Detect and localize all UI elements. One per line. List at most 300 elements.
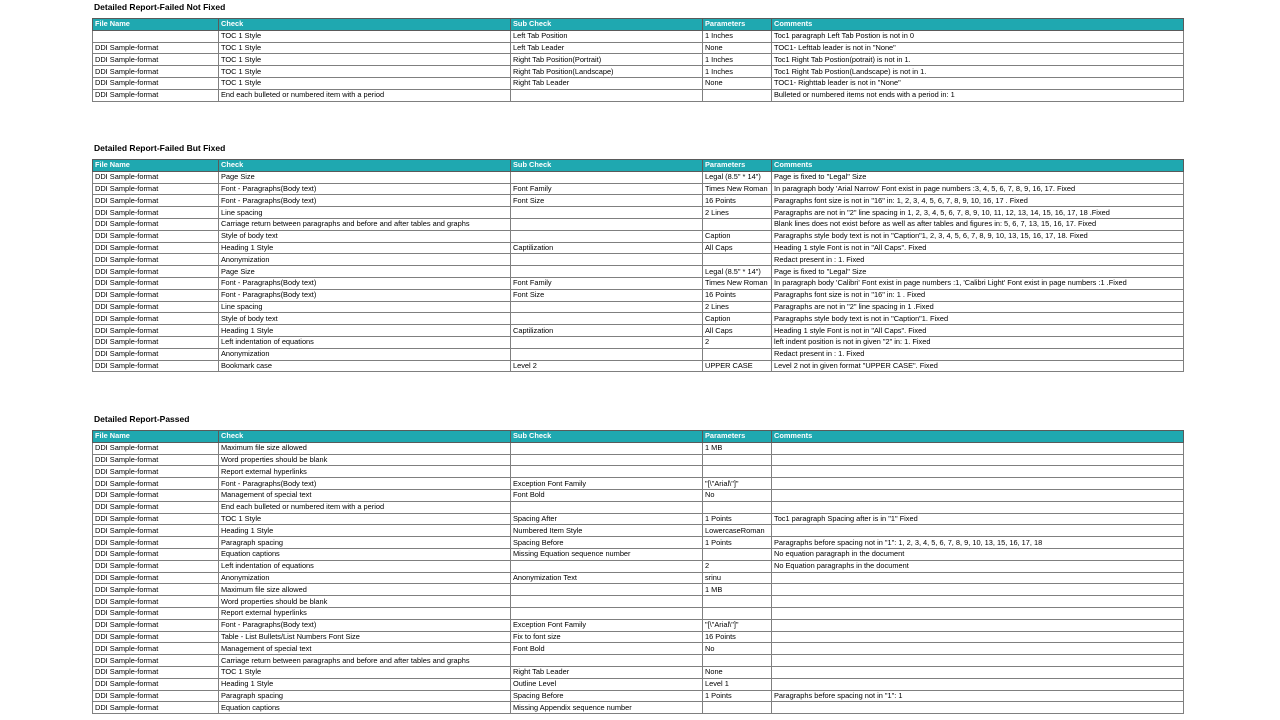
file-name-cell: DDI Sample-format (93, 313, 219, 325)
table-row (93, 195, 1184, 207)
parameters-cell: Level 1 (703, 678, 772, 690)
parameters-cell (703, 348, 772, 360)
comments-cell: Bulleted or numbered items not ends with a period in: 1 (772, 89, 1184, 101)
col-header-sub-check: Sub Check (511, 431, 703, 443)
file-name-cell: DDI Sample-format (93, 690, 219, 702)
file-name-cell: DDI Sample-format (93, 607, 219, 619)
check-cell: Equation captions (219, 702, 511, 714)
section-title: Detailed Report-Passed (94, 414, 190, 424)
check-cell: Heading 1 Style (219, 242, 511, 254)
parameters-cell: Legal (8.5" * 14") (703, 266, 772, 278)
parameters-cell (703, 466, 772, 478)
parameters-cell: 1 MB (703, 442, 772, 454)
sub-check-cell: Outline Level (511, 678, 703, 690)
sub-check-cell (511, 348, 703, 360)
comments-cell (772, 619, 1184, 631)
comments-cell: Toc1 Right Tab Postion(Landscape) is not in 1. (772, 66, 1184, 78)
header-row (93, 431, 1184, 443)
parameters-cell: 1 Inches (703, 66, 772, 78)
comments-cell: Paragraphs before spacing not in "1": 1, 2, 3, 4, 5, 6, 7, 8, 9, 10, 13, 15, 16, 17, 18 (772, 537, 1184, 549)
failed-not-fixed-section (92, 0, 1183, 102)
table-row (93, 619, 1184, 631)
comments-cell (772, 702, 1184, 714)
check-cell: Report external hyperlinks (219, 466, 511, 478)
comments-cell (772, 584, 1184, 596)
sub-check-cell (511, 560, 703, 572)
col-header-file-name: File Name (93, 431, 219, 443)
col-header-sub-check: Sub Check (511, 19, 703, 31)
passed-table (92, 430, 1184, 714)
comments-cell: Toc1 Right Tab Postion(potrait) is not in 1. (772, 54, 1184, 66)
check-cell: Page Size (219, 171, 511, 183)
sub-check-cell: Missing Appendix sequence number (511, 702, 703, 714)
table-row (93, 631, 1184, 643)
file-name-cell: DDI Sample-format (93, 702, 219, 714)
check-cell: Line spacing (219, 207, 511, 219)
check-cell: Management of special text (219, 489, 511, 501)
check-cell: Paragraph spacing (219, 690, 511, 702)
parameters-cell: Times New Roman (703, 183, 772, 195)
sub-check-cell (511, 254, 703, 266)
sub-check-cell: Left Tab Leader (511, 42, 703, 54)
check-cell: Style of body text (219, 230, 511, 242)
sub-check-cell (511, 230, 703, 242)
sub-check-cell: Level 2 (511, 360, 703, 372)
file-name-cell: DDI Sample-format (93, 301, 219, 313)
table-row (93, 360, 1184, 372)
file-name-cell: DDI Sample-format (93, 655, 219, 667)
table-row (93, 277, 1184, 289)
sub-check-cell: Captilization (511, 242, 703, 254)
check-cell: Anonymization (219, 572, 511, 584)
table-row (93, 207, 1184, 219)
parameters-cell (703, 548, 772, 560)
comments-cell: Heading 1 style Font is not in "All Caps". Fixed (772, 325, 1184, 337)
sub-check-cell (511, 466, 703, 478)
sub-check-cell (511, 454, 703, 466)
sub-check-cell: Font Family (511, 183, 703, 195)
sub-check-cell: Right Tab Position(Portrait) (511, 54, 703, 66)
parameters-cell: "[\"Arial\"]" (703, 619, 772, 631)
file-name-cell: DDI Sample-format (93, 218, 219, 230)
parameters-cell: 16 Points (703, 289, 772, 301)
file-name-cell: DDI Sample-format (93, 537, 219, 549)
sub-check-cell: Spacing After (511, 513, 703, 525)
sub-check-cell: Right Tab Leader (511, 666, 703, 678)
sub-check-cell (511, 442, 703, 454)
sub-check-cell (511, 336, 703, 348)
sub-check-cell (511, 218, 703, 230)
file-name-cell: DDI Sample-format (93, 360, 219, 372)
check-cell: Font - Paragraphs(Body text) (219, 289, 511, 301)
comments-cell: No equation paragraph in the document (772, 548, 1184, 560)
parameters-cell (703, 89, 772, 101)
sub-check-cell: Font Size (511, 289, 703, 301)
comments-cell: Paragraphs style body text is not in "Caption"1. Fixed (772, 313, 1184, 325)
sub-check-cell: Exception Font Family (511, 478, 703, 490)
parameters-cell: All Caps (703, 325, 772, 337)
parameters-cell: LowercaseRoman (703, 525, 772, 537)
sub-check-cell (511, 596, 703, 608)
table-row (93, 89, 1184, 101)
file-name-cell: DDI Sample-format (93, 454, 219, 466)
comments-cell: Paragraphs style body text is not in "Caption"1, 2, 3, 4, 5, 6, 7, 8, 9, 10, 13, 15, 16, 17, 18. Fixed (772, 230, 1184, 242)
file-name-cell: DDI Sample-format (93, 254, 219, 266)
comments-cell: Toc1 paragraph Left Tab Postion is not in 0 (772, 30, 1184, 42)
comments-cell (772, 643, 1184, 655)
sub-check-cell: Font Bold (511, 643, 703, 655)
comments-cell (772, 454, 1184, 466)
comments-cell: Redact present in : 1. Fixed (772, 254, 1184, 266)
file-name-cell: DDI Sample-format (93, 230, 219, 242)
parameters-cell (703, 501, 772, 513)
failed-but-fixed-table (92, 159, 1184, 372)
file-name-cell: DDI Sample-format (93, 336, 219, 348)
sub-check-cell (511, 266, 703, 278)
failed-not-fixed-table (92, 18, 1184, 102)
check-cell: TOC 1 Style (219, 77, 511, 89)
failed-but-fixed-section (92, 141, 1183, 372)
comments-cell (772, 489, 1184, 501)
file-name-cell: DDI Sample-format (93, 77, 219, 89)
comments-cell: Paragraphs font size is not in "16" in: 1, 2, 3, 4, 5, 6, 7, 8, 9, 10, 16, 17 . Fixed (772, 195, 1184, 207)
file-name-cell: DDI Sample-format (93, 66, 219, 78)
sub-check-cell: Spacing Before (511, 690, 703, 702)
comments-cell (772, 525, 1184, 537)
check-cell: TOC 1 Style (219, 42, 511, 54)
table-row (93, 242, 1184, 254)
table-row (93, 325, 1184, 337)
check-cell: TOC 1 Style (219, 30, 511, 42)
table-row (93, 513, 1184, 525)
parameters-cell (703, 655, 772, 667)
parameters-cell: 2 (703, 336, 772, 348)
file-name-cell: DDI Sample-format (93, 572, 219, 584)
parameters-cell: srinu (703, 572, 772, 584)
parameters-cell: 1 Points (703, 537, 772, 549)
file-name-cell: DDI Sample-format (93, 631, 219, 643)
comments-cell: No Equation paragraphs in the document (772, 560, 1184, 572)
section-title: Detailed Report-Failed But Fixed (94, 143, 226, 153)
col-header-comments: Comments (772, 431, 1184, 443)
sub-check-cell: Missing Equation sequence number (511, 548, 703, 560)
table-row (93, 454, 1184, 466)
check-cell: Carriage return between paragraphs and before and after tables and graphs (219, 655, 511, 667)
parameters-cell (703, 607, 772, 619)
header-row (93, 19, 1184, 31)
table-row (93, 30, 1184, 42)
col-header-parameters: Parameters (703, 431, 772, 443)
sub-check-cell (511, 501, 703, 513)
check-cell: Maximum file size allowed (219, 442, 511, 454)
comments-cell: Toc1 paragraph Spacing after is in "1" Fixed (772, 513, 1184, 525)
comments-cell (772, 666, 1184, 678)
check-cell: Table - List Bullets/List Numbers Font Size (219, 631, 511, 643)
parameters-cell: 1 Points (703, 513, 772, 525)
file-name-cell: DDI Sample-format (93, 348, 219, 360)
parameters-cell: None (703, 42, 772, 54)
check-cell: Font - Paragraphs(Body text) (219, 619, 511, 631)
file-name-cell: DDI Sample-format (93, 42, 219, 54)
check-cell: Report external hyperlinks (219, 607, 511, 619)
comments-cell (772, 655, 1184, 667)
table-row (93, 466, 1184, 478)
section-title: Detailed Report-Failed Not Fixed (94, 2, 226, 12)
table-row (93, 254, 1184, 266)
file-name-cell: DDI Sample-format (93, 548, 219, 560)
sub-check-cell (511, 655, 703, 667)
table-row (93, 230, 1184, 242)
check-cell: Font - Paragraphs(Body text) (219, 183, 511, 195)
col-header-parameters: Parameters (703, 19, 772, 31)
comments-cell: Redact present in : 1. Fixed (772, 348, 1184, 360)
check-cell: Word properties should be blank (219, 596, 511, 608)
table-row (93, 702, 1184, 714)
file-name-cell: DDI Sample-format (93, 54, 219, 66)
comments-cell: TOC1- Righttab leader is not in "None" (772, 77, 1184, 89)
check-cell: Heading 1 Style (219, 325, 511, 337)
table-row (93, 678, 1184, 690)
file-name-cell: DDI Sample-format (93, 325, 219, 337)
table-row (93, 525, 1184, 537)
col-header-file-name: File Name (93, 19, 219, 31)
comments-cell: TOC1- Lefttab leader is not in "None" (772, 42, 1184, 54)
col-header-check: Check (219, 160, 511, 172)
check-cell: Page Size (219, 266, 511, 278)
check-cell: Paragraph spacing (219, 537, 511, 549)
table-row (93, 478, 1184, 490)
comments-cell (772, 607, 1184, 619)
col-header-comments: Comments (772, 19, 1184, 31)
table-row (93, 643, 1184, 655)
file-name-cell: DDI Sample-format (93, 183, 219, 195)
parameters-cell: 1 Inches (703, 54, 772, 66)
comments-cell: left indent position is not in given "2" in: 1. Fixed (772, 336, 1184, 348)
sub-check-cell (511, 584, 703, 596)
parameters-cell: "[\"Arial\"]" (703, 478, 772, 490)
table-row (93, 66, 1184, 78)
col-header-check: Check (219, 19, 511, 31)
parameters-cell: Times New Roman (703, 277, 772, 289)
comments-cell: Page is fixed to "Legal" Size (772, 171, 1184, 183)
parameters-cell: 2 Lines (703, 301, 772, 313)
comments-cell (772, 678, 1184, 690)
table-row (93, 537, 1184, 549)
file-name-cell: DDI Sample-format (93, 207, 219, 219)
parameters-cell: 2 (703, 560, 772, 572)
check-cell: TOC 1 Style (219, 54, 511, 66)
file-name-cell: DDI Sample-format (93, 489, 219, 501)
col-header-comments: Comments (772, 160, 1184, 172)
file-name-cell: DDI Sample-format (93, 289, 219, 301)
parameters-cell: 16 Points (703, 195, 772, 207)
parameters-cell: 2 Lines (703, 207, 772, 219)
comments-cell: Paragraphs font size is not in "16" in: 1 . Fixed (772, 289, 1184, 301)
file-name-cell: DDI Sample-format (93, 666, 219, 678)
table-row (93, 336, 1184, 348)
parameters-cell: None (703, 666, 772, 678)
file-name-cell: DDI Sample-format (93, 466, 219, 478)
parameters-cell: Caption (703, 230, 772, 242)
check-cell: TOC 1 Style (219, 666, 511, 678)
table-row (93, 560, 1184, 572)
file-name-cell: DDI Sample-format (93, 242, 219, 254)
table-row (93, 171, 1184, 183)
check-cell: Maximum file size allowed (219, 584, 511, 596)
col-header-sub-check: Sub Check (511, 160, 703, 172)
parameters-cell: Legal (8.5" * 14") (703, 171, 772, 183)
sub-check-cell (511, 207, 703, 219)
comments-cell (772, 478, 1184, 490)
table-row (93, 690, 1184, 702)
comments-cell (772, 596, 1184, 608)
sub-check-cell (511, 313, 703, 325)
header-row (93, 160, 1184, 172)
check-cell: Heading 1 Style (219, 678, 511, 690)
table-row (93, 596, 1184, 608)
parameters-cell: 16 Points (703, 631, 772, 643)
check-cell: End each bulleted or numbered item with a period (219, 501, 511, 513)
check-cell: Style of body text (219, 313, 511, 325)
table-row (93, 218, 1184, 230)
table-row (93, 183, 1184, 195)
check-cell: Equation captions (219, 548, 511, 560)
table-row (93, 313, 1184, 325)
sub-check-cell: Anonymization Text (511, 572, 703, 584)
parameters-cell: No (703, 643, 772, 655)
comments-cell (772, 466, 1184, 478)
table-row (93, 501, 1184, 513)
sub-check-cell: Font Family (511, 277, 703, 289)
comments-cell: In paragraph body 'Calibri' Font exist in page numbers :1, 'Calibri Light' Font exist in page numbers :1 .Fixed (772, 277, 1184, 289)
check-cell: Font - Paragraphs(Body text) (219, 195, 511, 207)
check-cell: Font - Paragraphs(Body text) (219, 478, 511, 490)
table-row (93, 655, 1184, 667)
sub-check-cell: Font Size (511, 195, 703, 207)
sub-check-cell: Font Bold (511, 489, 703, 501)
sub-check-cell (511, 171, 703, 183)
sub-check-cell (511, 89, 703, 101)
parameters-cell: Caption (703, 313, 772, 325)
table-row (93, 584, 1184, 596)
comments-cell: Heading 1 style Font is not in "All Caps". Fixed (772, 242, 1184, 254)
file-name-cell: DDI Sample-format (93, 89, 219, 101)
check-cell: End each bulleted or numbered item with a period (219, 89, 511, 101)
file-name-cell: DDI Sample-format (93, 171, 219, 183)
check-cell: Management of special text (219, 643, 511, 655)
file-name-cell: DDI Sample-format (93, 560, 219, 572)
sub-check-cell: Numbered Item Style (511, 525, 703, 537)
file-name-cell: DDI Sample-format (93, 266, 219, 278)
check-cell: Anonymization (219, 254, 511, 266)
parameters-cell: None (703, 77, 772, 89)
comments-cell: Paragraphs before spacing not in "1": 1 (772, 690, 1184, 702)
check-cell: Bookmark case (219, 360, 511, 372)
file-name-cell (93, 30, 219, 42)
table-row (93, 289, 1184, 301)
sub-check-cell: Right Tab Leader (511, 77, 703, 89)
file-name-cell: DDI Sample-format (93, 619, 219, 631)
parameters-cell: All Caps (703, 242, 772, 254)
check-cell: Anonymization (219, 348, 511, 360)
sub-check-cell: Captilization (511, 325, 703, 337)
table-row (93, 489, 1184, 501)
comments-cell (772, 442, 1184, 454)
comments-cell: In paragraph body 'Arial Narrow' Font exist in page numbers :3, 4, 5, 6, 7, 8, 9, 16, 17. Fixed (772, 183, 1184, 195)
table-row (93, 666, 1184, 678)
sub-check-cell (511, 607, 703, 619)
comments-cell: Level 2 not in given format "UPPER CASE". Fixed (772, 360, 1184, 372)
table-row (93, 348, 1184, 360)
comments-cell: Page is fixed to "Legal" Size (772, 266, 1184, 278)
file-name-cell: DDI Sample-format (93, 277, 219, 289)
comments-cell: Paragraphs are not in "2" line spacing in 1 .Fixed (772, 301, 1184, 313)
check-cell: Font - Paragraphs(Body text) (219, 277, 511, 289)
parameters-cell: 1 MB (703, 584, 772, 596)
file-name-cell: DDI Sample-format (93, 678, 219, 690)
table-row (93, 77, 1184, 89)
check-cell: Word properties should be blank (219, 454, 511, 466)
parameters-cell: 1 Points (703, 690, 772, 702)
table-row (93, 548, 1184, 560)
col-header-parameters: Parameters (703, 160, 772, 172)
comments-cell: Paragraphs are not in "2" line spacing in 1, 2, 3, 4, 5, 6, 7, 8, 9, 10, 11, 12, 13, 14, 15, 16, 17, 18 .Fixed (772, 207, 1184, 219)
parameters-cell (703, 702, 772, 714)
table-row (93, 54, 1184, 66)
sub-check-cell: Right Tab Position(Landscape) (511, 66, 703, 78)
file-name-cell: DDI Sample-format (93, 643, 219, 655)
col-header-file-name: File Name (93, 160, 219, 172)
passed-section (92, 412, 1183, 714)
check-cell: Line spacing (219, 301, 511, 313)
parameters-cell (703, 454, 772, 466)
file-name-cell: DDI Sample-format (93, 596, 219, 608)
parameters-cell (703, 218, 772, 230)
comments-cell (772, 631, 1184, 643)
table-row (93, 301, 1184, 313)
parameters-cell (703, 596, 772, 608)
check-cell: Left indentation of equations (219, 336, 511, 348)
check-cell: Carriage return between paragraphs and before and after tables and graphs (219, 218, 511, 230)
col-header-check: Check (219, 431, 511, 443)
comments-cell (772, 572, 1184, 584)
check-cell: TOC 1 Style (219, 513, 511, 525)
check-cell: Left indentation of equations (219, 560, 511, 572)
sub-check-cell: Left Tab Position (511, 30, 703, 42)
table-row (93, 42, 1184, 54)
parameters-cell: UPPER CASE (703, 360, 772, 372)
table-row (93, 442, 1184, 454)
table-row (93, 572, 1184, 584)
sub-check-cell: Exception Font Family (511, 619, 703, 631)
comments-cell: Blank lines does not exist before as well as after tables and figures in: 5, 6, 7, 13, 15, 16, 17. Fixed (772, 218, 1184, 230)
table-row (93, 607, 1184, 619)
file-name-cell: DDI Sample-format (93, 513, 219, 525)
table-row (93, 266, 1184, 278)
file-name-cell: DDI Sample-format (93, 584, 219, 596)
sub-check-cell (511, 301, 703, 313)
check-cell: TOC 1 Style (219, 66, 511, 78)
file-name-cell: DDI Sample-format (93, 442, 219, 454)
parameters-cell: No (703, 489, 772, 501)
parameters-cell (703, 254, 772, 266)
sub-check-cell: Fix to font size (511, 631, 703, 643)
check-cell: Heading 1 Style (219, 525, 511, 537)
file-name-cell: DDI Sample-format (93, 501, 219, 513)
file-name-cell: DDI Sample-format (93, 195, 219, 207)
comments-cell (772, 501, 1184, 513)
file-name-cell: DDI Sample-format (93, 525, 219, 537)
